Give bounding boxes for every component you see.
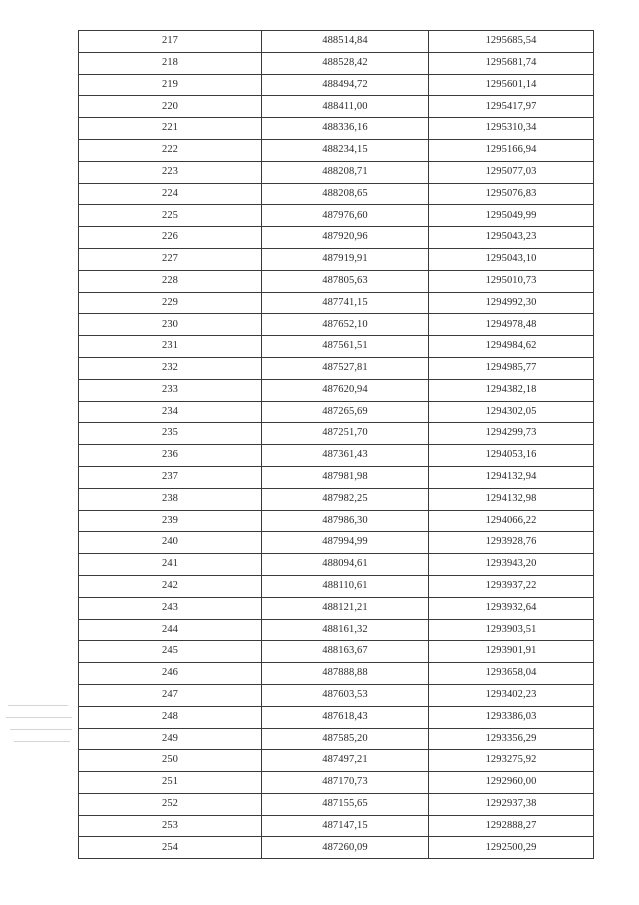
y-coordinate-cell: 1293932,64 [429, 597, 594, 619]
y-coordinate-cell: 1294053,16 [429, 445, 594, 467]
table-row [79, 139, 594, 161]
coordinates-table-body [79, 31, 594, 859]
x-coordinate-cell: 488161,32 [262, 619, 429, 641]
x-coordinate-cell: 487920,96 [262, 227, 429, 249]
y-coordinate-cell: 1293937,22 [429, 575, 594, 597]
table-row [79, 52, 594, 74]
y-coordinate-cell: 1292888,27 [429, 815, 594, 837]
point-number-cell: 243 [79, 597, 262, 619]
point-number-cell: 236 [79, 445, 262, 467]
table-row [79, 597, 594, 619]
point-number-cell: 229 [79, 292, 262, 314]
x-coordinate-cell: 488208,65 [262, 183, 429, 205]
x-coordinate-cell: 488528,42 [262, 52, 429, 74]
y-coordinate-cell: 1293658,04 [429, 663, 594, 685]
point-number-cell: 219 [79, 74, 262, 96]
point-number-cell: 232 [79, 357, 262, 379]
table-row [79, 837, 594, 859]
margin-mark [14, 741, 70, 742]
table-row [79, 793, 594, 815]
table-row [79, 750, 594, 772]
table-row [79, 706, 594, 728]
point-number-cell: 249 [79, 728, 262, 750]
x-coordinate-cell: 487888,88 [262, 663, 429, 685]
x-coordinate-cell: 487497,21 [262, 750, 429, 772]
y-coordinate-cell: 1294978,48 [429, 314, 594, 336]
x-coordinate-cell: 487147,15 [262, 815, 429, 837]
x-coordinate-cell: 487527,81 [262, 357, 429, 379]
table-row [79, 292, 594, 314]
x-coordinate-cell: 487265,69 [262, 401, 429, 423]
x-coordinate-cell: 488094,61 [262, 554, 429, 576]
margin-mark [10, 729, 72, 730]
point-number-cell: 247 [79, 684, 262, 706]
y-coordinate-cell: 1295043,10 [429, 248, 594, 270]
point-number-cell: 248 [79, 706, 262, 728]
x-coordinate-cell: 487919,91 [262, 248, 429, 270]
table-row [79, 488, 594, 510]
point-number-cell: 224 [79, 183, 262, 205]
point-number-cell: 226 [79, 227, 262, 249]
point-number-cell: 220 [79, 96, 262, 118]
point-number-cell: 223 [79, 161, 262, 183]
table-row [79, 772, 594, 794]
point-number-cell: 238 [79, 488, 262, 510]
table-row [79, 205, 594, 227]
table-row [79, 641, 594, 663]
y-coordinate-cell: 1293943,20 [429, 554, 594, 576]
table-row [79, 270, 594, 292]
x-coordinate-cell: 488121,21 [262, 597, 429, 619]
y-coordinate-cell: 1293928,76 [429, 532, 594, 554]
table-row [79, 161, 594, 183]
y-coordinate-cell: 1292960,00 [429, 772, 594, 794]
x-coordinate-cell: 487981,98 [262, 466, 429, 488]
table-row [79, 815, 594, 837]
point-number-cell: 234 [79, 401, 262, 423]
y-coordinate-cell: 1295310,34 [429, 118, 594, 140]
x-coordinate-cell: 488234,15 [262, 139, 429, 161]
point-number-cell: 251 [79, 772, 262, 794]
x-coordinate-cell: 487994,99 [262, 532, 429, 554]
point-number-cell: 245 [79, 641, 262, 663]
table-row [79, 118, 594, 140]
x-coordinate-cell: 487976,60 [262, 205, 429, 227]
point-number-cell: 222 [79, 139, 262, 161]
point-number-cell: 228 [79, 270, 262, 292]
x-coordinate-cell: 487260,09 [262, 837, 429, 859]
x-coordinate-cell: 488514,84 [262, 31, 429, 53]
x-coordinate-cell: 488411,00 [262, 96, 429, 118]
y-coordinate-cell: 1295685,54 [429, 31, 594, 53]
point-number-cell: 252 [79, 793, 262, 815]
y-coordinate-cell: 1295076,83 [429, 183, 594, 205]
table-row [79, 445, 594, 467]
y-coordinate-cell: 1295681,74 [429, 52, 594, 74]
y-coordinate-cell: 1295077,03 [429, 161, 594, 183]
table-row [79, 336, 594, 358]
y-coordinate-cell: 1293275,92 [429, 750, 594, 772]
x-coordinate-cell: 487170,73 [262, 772, 429, 794]
y-coordinate-cell: 1295601,14 [429, 74, 594, 96]
y-coordinate-cell: 1295166,94 [429, 139, 594, 161]
point-number-cell: 235 [79, 423, 262, 445]
x-coordinate-cell: 488336,16 [262, 118, 429, 140]
table-row [79, 314, 594, 336]
table-row [79, 510, 594, 532]
x-coordinate-cell: 487251,70 [262, 423, 429, 445]
x-coordinate-cell: 488208,71 [262, 161, 429, 183]
point-number-cell: 230 [79, 314, 262, 336]
y-coordinate-cell: 1294985,77 [429, 357, 594, 379]
y-coordinate-cell: 1295043,23 [429, 227, 594, 249]
y-coordinate-cell: 1294992,30 [429, 292, 594, 314]
margin-mark [8, 705, 68, 706]
point-number-cell: 218 [79, 52, 262, 74]
table-row [79, 379, 594, 401]
y-coordinate-cell: 1293356,29 [429, 728, 594, 750]
margin-scan-marks [4, 705, 76, 753]
table-row [79, 96, 594, 118]
y-coordinate-cell: 1294299,73 [429, 423, 594, 445]
y-coordinate-cell: 1294066,22 [429, 510, 594, 532]
table-row [79, 728, 594, 750]
x-coordinate-cell: 487585,20 [262, 728, 429, 750]
point-number-cell: 233 [79, 379, 262, 401]
point-number-cell: 242 [79, 575, 262, 597]
table-row [79, 183, 594, 205]
y-coordinate-cell: 1294382,18 [429, 379, 594, 401]
y-coordinate-cell: 1293903,51 [429, 619, 594, 641]
y-coordinate-cell: 1293901,91 [429, 641, 594, 663]
point-number-cell: 237 [79, 466, 262, 488]
point-number-cell: 241 [79, 554, 262, 576]
x-coordinate-cell: 487618,43 [262, 706, 429, 728]
x-coordinate-cell: 487652,10 [262, 314, 429, 336]
point-number-cell: 250 [79, 750, 262, 772]
y-coordinate-cell: 1294132,98 [429, 488, 594, 510]
point-number-cell: 244 [79, 619, 262, 641]
y-coordinate-cell: 1292937,38 [429, 793, 594, 815]
table-row [79, 401, 594, 423]
table-row [79, 466, 594, 488]
x-coordinate-cell: 487561,51 [262, 336, 429, 358]
y-coordinate-cell: 1293402,23 [429, 684, 594, 706]
y-coordinate-cell: 1294132,94 [429, 466, 594, 488]
x-coordinate-cell: 488110,61 [262, 575, 429, 597]
point-number-cell: 221 [79, 118, 262, 140]
x-coordinate-cell: 487982,25 [262, 488, 429, 510]
y-coordinate-cell: 1293386,03 [429, 706, 594, 728]
x-coordinate-cell: 487155,65 [262, 793, 429, 815]
table-row [79, 357, 594, 379]
coordinates-table [78, 30, 594, 859]
point-number-cell: 254 [79, 837, 262, 859]
x-coordinate-cell: 487361,43 [262, 445, 429, 467]
table-row [79, 619, 594, 641]
table-row [79, 663, 594, 685]
x-coordinate-cell: 488494,72 [262, 74, 429, 96]
point-number-cell: 217 [79, 31, 262, 53]
x-coordinate-cell: 487986,30 [262, 510, 429, 532]
y-coordinate-cell: 1294984,62 [429, 336, 594, 358]
x-coordinate-cell: 487805,63 [262, 270, 429, 292]
y-coordinate-cell: 1294302,05 [429, 401, 594, 423]
point-number-cell: 246 [79, 663, 262, 685]
x-coordinate-cell: 487620,94 [262, 379, 429, 401]
table-row [79, 575, 594, 597]
margin-mark [6, 717, 72, 718]
y-coordinate-cell: 1295417,97 [429, 96, 594, 118]
y-coordinate-cell: 1295049,99 [429, 205, 594, 227]
point-number-cell: 225 [79, 205, 262, 227]
x-coordinate-cell: 487603,53 [262, 684, 429, 706]
x-coordinate-cell: 488163,67 [262, 641, 429, 663]
table-row [79, 684, 594, 706]
point-number-cell: 227 [79, 248, 262, 270]
table-row [79, 423, 594, 445]
point-number-cell: 253 [79, 815, 262, 837]
table-row [79, 31, 594, 53]
point-number-cell: 240 [79, 532, 262, 554]
point-number-cell: 239 [79, 510, 262, 532]
table-row [79, 227, 594, 249]
y-coordinate-cell: 1292500,29 [429, 837, 594, 859]
x-coordinate-cell: 487741,15 [262, 292, 429, 314]
table-row [79, 554, 594, 576]
table-row [79, 248, 594, 270]
table-row [79, 74, 594, 96]
point-number-cell: 231 [79, 336, 262, 358]
table-row [79, 532, 594, 554]
y-coordinate-cell: 1295010,73 [429, 270, 594, 292]
